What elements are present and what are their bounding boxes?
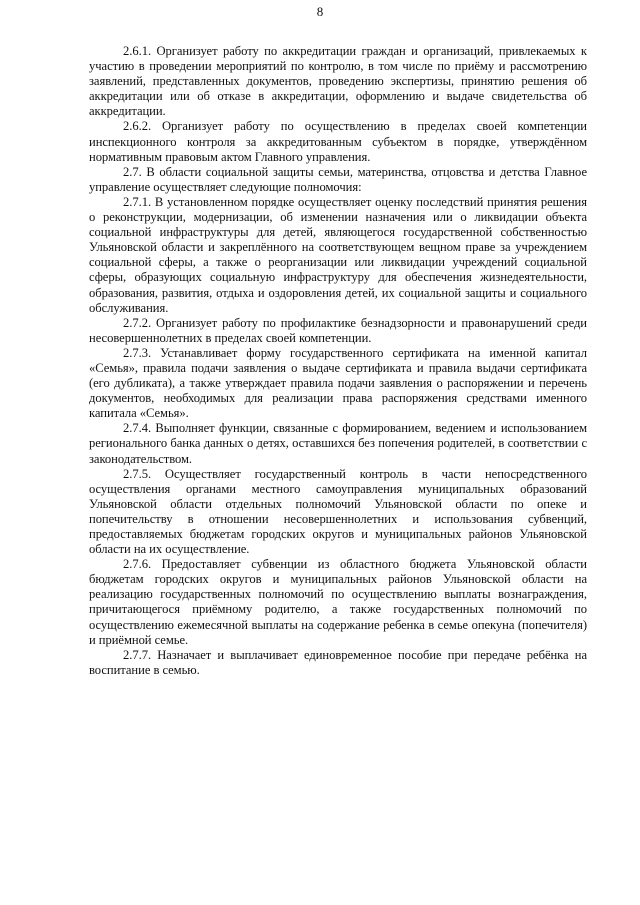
document-body — [89, 44, 587, 678]
paragraph-2-6-2: 2.6.2. Организует работу по осуществлению в пределах своей компетенции инспекционного контроля за аккредитованным субъектом в порядке, утверждённом нормативным правовым актом Главного управления. — [89, 119, 587, 164]
paragraph-2-7-3: 2.7.3. Устанавливает форму государственного сертификата на именной капитал «Семья», правила подачи заявления о выдаче сертификата и правила выдачи сертификата (его дубликата), а также утверждает правила подачи заявления о распоряжении и перечень документов, необходимых для реализации права распоряжения средствами именного капитала «Семья». — [89, 345, 587, 421]
paragraph-2-7-6: 2.7.6. Предоставляет субвенции из областного бюджета Ульяновской области бюджетам городских округов и муниципальных районов Ульяновской области на реализацию государственных полномочий по осуществлению выплаты вознаграждения, причитающегося приёмному родителю, а также государственных полномочий по осуществлению ежемесячной выплаты на содержание ребенка в семье опекуна (попечителя) и приёмной семье. — [89, 557, 587, 647]
paragraph-2-6-1: 2.6.1. Организует работу по аккредитации граждан и организаций, привлекаемых к участию в проведении мероприятий по контролю, в том числе по приёму и рассмотрению заявлений, представленных документов, проведению экспертизы, принятию решения об аккредитации или об отказе в аккредитации, оформлению и выдаче свидетельства об аккредитации. — [89, 44, 587, 119]
paragraph-2-7-5: 2.7.5. Осуществляет государственный контроль в части непосредственного осуществления органами местного самоуправления муниципальных образований Ульяновской области отдельных полномочий Ульяновской области по опеке и попечительству в отношении несовершеннолетних и использования субвенций, предоставляемых бюджетам городских округов и муниципальных районов Ульяновской области на их осуществление. — [89, 466, 587, 557]
paragraph-2-7-4: 2.7.4. Выполняет функции, связанные с формированием, ведением и использованием регионального банка данных о детях, оставшихся без попечения родителей, в соответствии с законодательством. — [89, 421, 587, 466]
page-number: 8 — [316, 4, 324, 19]
paragraph-2-7-1: 2.7.1. В установленном порядке осуществляет оценку последствий принятия решения о реконструкции, модернизации, об изменении назначения или о ликвидации объекта социальной инфраструктуры для детей, являющегося государственной собственностью Ульяновской области и закреплённого на соответствующем вещном праве за учреждением социальной сферы, а также о реорганизации или ликвидации учреждений социальной сферы, образующих социальную инфраструктуру для обеспечения жизнедеятельности, образования, развития, отдыха и оздоровления детей, их социальной защиты и социального обслуживания. — [89, 194, 587, 315]
paragraph-2-7-2: 2.7.2. Организует работу по профилактике безнадзорности и правонарушений среди несовершеннолетних в пределах своей компетенции. — [89, 315, 587, 345]
paragraph-2-7: 2.7. В области социальной защиты семьи, материнства, отцовства и детства Главное управление осуществляет следующие полномочия: — [89, 164, 587, 194]
paragraph-2-7-7: 2.7.7. Назначает и выплачивает единовременное пособие при передаче ребёнка на воспитание в семью. — [89, 647, 587, 677]
